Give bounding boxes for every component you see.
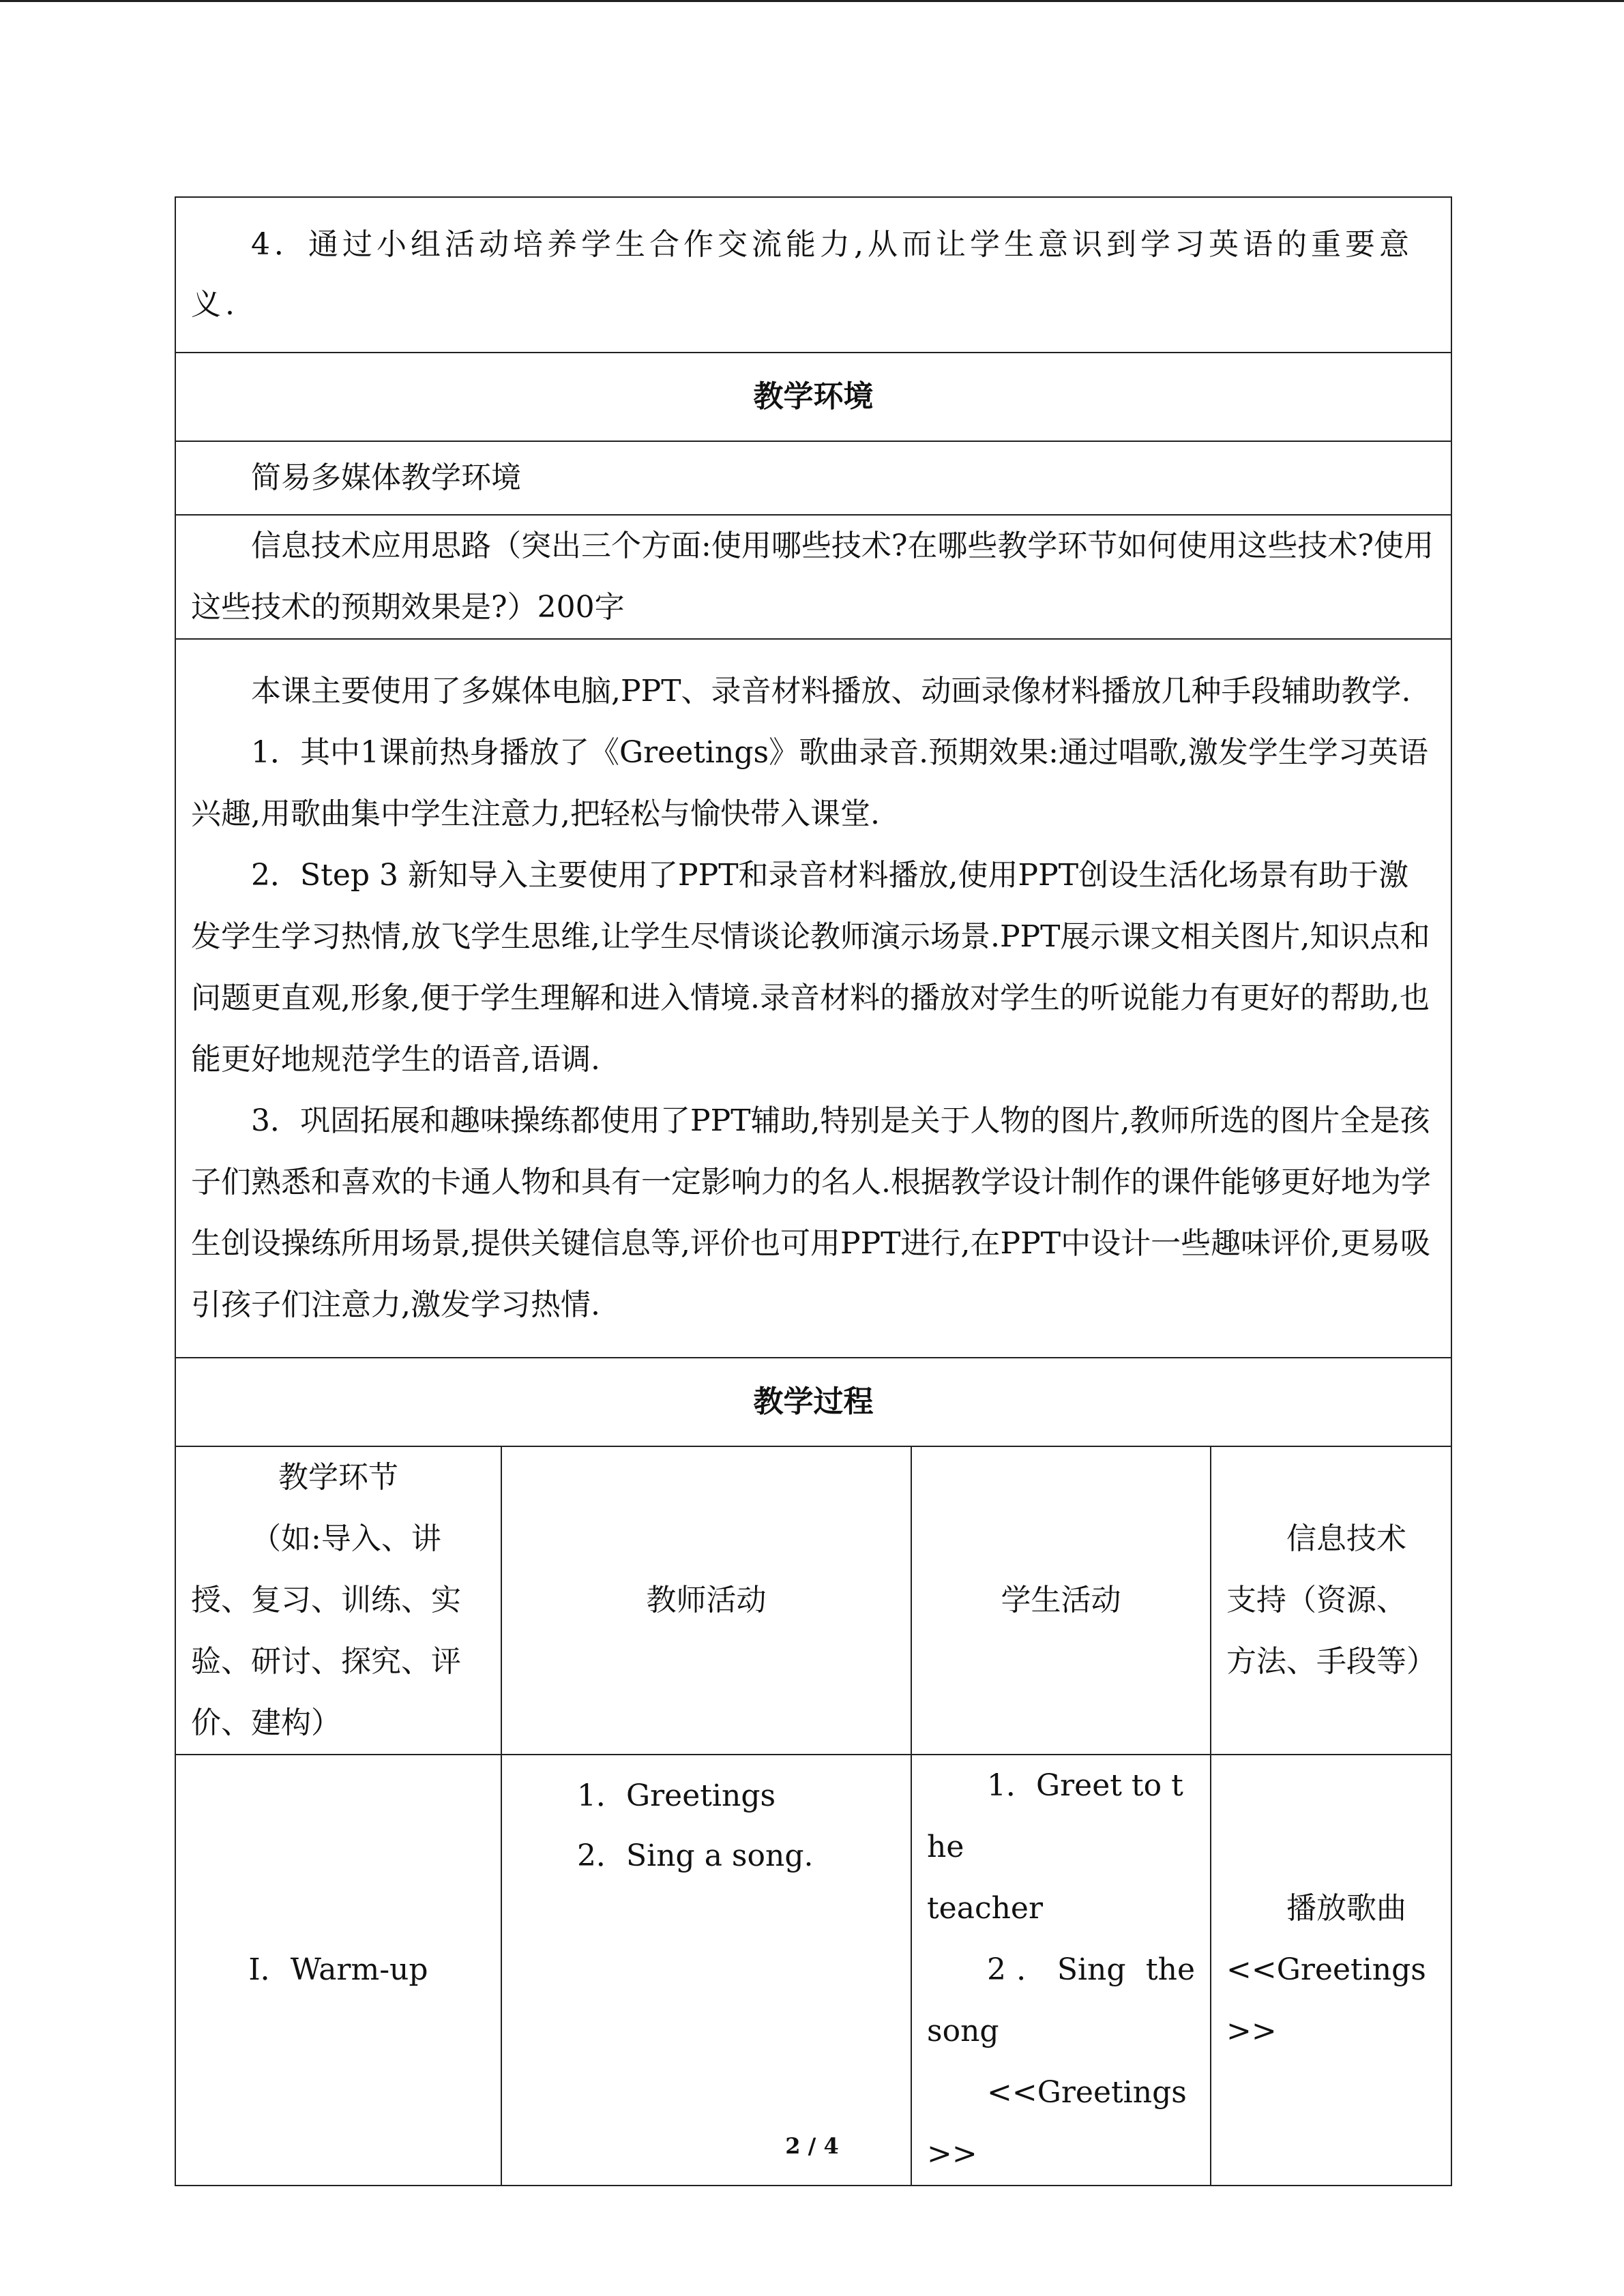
lesson-plan-table: [175, 196, 1452, 2186]
tech-support-2: <<Greetings>>: [1226, 1952, 1426, 2048]
ideas-point-2: 2．Step 3 新知导入主要使用了PPT和录音材料播放,使用PPT创设生活化场景有助于激发学生学习热情,放飞学生思维,让学生尽情谈论教师演示场景.PPT展示课文相关图片,知识点和问题更直观,形象,便于学生理解和进入情境.录音材料的播放对学生的听说能力有更好的帮助,也能更好地规范学生的语音,语调.: [191, 858, 1430, 1077]
teacher-column-header: 教师活动: [501, 1446, 911, 1755]
objective-cell: [175, 197, 1451, 353]
process-column-header-row: [175, 1446, 1451, 1755]
page-number: 2 / 4: [785, 2133, 839, 2159]
tech-column-header: [1211, 1446, 1451, 1755]
process-row-warm-up: [175, 1755, 1451, 2186]
objective-4-text: 4．通过小组活动培养学生合作交流能力,从而让学生意识到学习英语的重要意义.: [191, 227, 1413, 322]
simple-env-text: 简易多媒体教学环境: [251, 460, 521, 495]
stage-cell-warm-up: Ⅰ．Warm-up: [175, 1755, 501, 2186]
student-activity-1a: 1．Greet to the: [927, 1768, 1183, 1864]
teacher-activity-2: 2．Sing a song.: [577, 1838, 814, 1873]
stage-column-title: 教学环节: [278, 1460, 398, 1495]
student-activity-cell: [911, 1755, 1211, 2186]
environment-heading-row: [175, 353, 1451, 441]
stage-column-header: [175, 1446, 501, 1755]
student-column-header: 学生活动: [911, 1446, 1211, 1755]
environment-heading: 教学环境: [175, 353, 1451, 441]
objective-row: [175, 197, 1451, 353]
student-activity-1b: teacher: [927, 1891, 1044, 1926]
ideas-detail-row: [175, 639, 1451, 1358]
student-activity-2b: song: [927, 2014, 999, 2048]
process-heading: 教学过程: [175, 1358, 1451, 1446]
ideas-point-1: 1．其中1课前热身播放了《Greetings》歌曲录音.预期效果:通过唱歌,激发学生学习英语兴趣,用歌曲集中学生注意力,把轻松与愉快带入课堂.: [191, 735, 1428, 831]
process-heading-row: [175, 1358, 1451, 1446]
student-activity-2c: <<Greetings>>: [927, 2075, 1187, 2171]
simple-env-row: [175, 441, 1451, 515]
tech-support-1: 播放歌曲: [1286, 1891, 1406, 1926]
ideas-point-3: 3．巩固拓展和趣味操练都使用了PPT辅助,特别是关于人物的图片,教师所选的图片全是孩子们熟悉和喜欢的卡通人物和具有一定影响力的名人.根据教学设计制作的课件能够更好地为学生创设操练所用场景,提供关键信息等,评价也可用PPT进行,在PPT中设计一些趣味评价,更易吸引孩子们注意力,激发学习热情.: [191, 1103, 1431, 1322]
top-border-line: [0, 0, 1624, 2]
stage-column-note: （如:导入、讲授、复习、训练、实验、研讨、探究、评价、建构）: [191, 1521, 461, 1740]
ideas-intro-text: 本课主要使用了多媒体电脑,PPT、录音材料播放、动画录像材料播放几种手段辅助教学.: [251, 674, 1411, 709]
ideas-prompt-cell: [175, 515, 1451, 639]
tech-support-cell: [1211, 1755, 1451, 2186]
teacher-activity-1: 1．Greetings: [577, 1778, 776, 1813]
tech-column-title: 信息技术支持（资源、方法、手段等）: [1226, 1521, 1436, 1679]
simple-env-cell: [175, 441, 1451, 515]
teacher-activity-cell: [501, 1755, 911, 2186]
student-activity-2a: 2．Sing the: [987, 1952, 1195, 1987]
ideas-prompt-row: [175, 515, 1451, 639]
ideas-detail-cell: [175, 639, 1451, 1358]
ideas-prompt-text: 信息技术应用思路（突出三个方面:使用哪些技术?在哪些教学环节如何使用这些技术?使用这些技术的预期效果是?）200字: [191, 528, 1434, 625]
